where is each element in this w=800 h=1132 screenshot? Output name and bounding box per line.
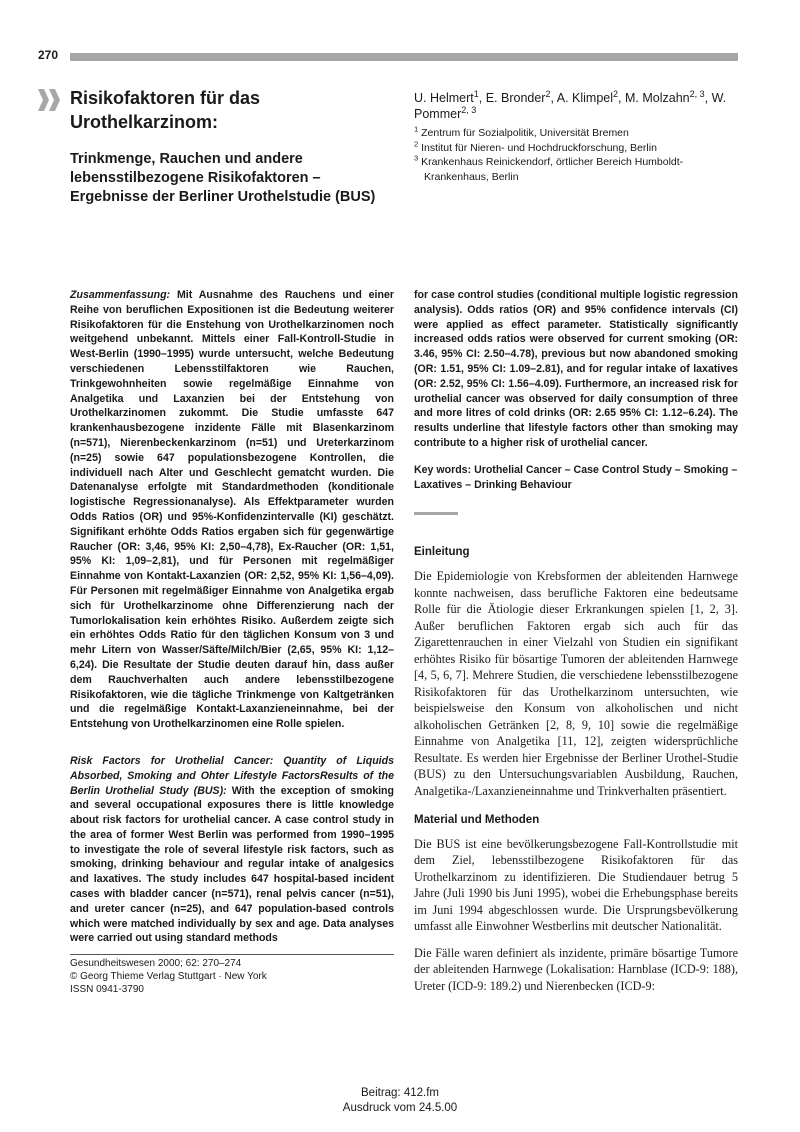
author: W. Pommer$^{2, 3}$: [414, 91, 727, 121]
heading-methoden: Material und Methoden: [414, 814, 540, 827]
affiliation: $^1$ Zentrum für Sozialpolitik, Universität Bremen: [414, 124, 629, 139]
paragraph-methoden-2: Die Fälle waren definiert als inzidente, primäre bösartige Tumore der ableitenden Harnwege (Lokalisation: Harnblase (ICD-9: 188), Ureter (ICD-9: 189.2) und Nierenbecken (ICD-9:: [414, 945, 738, 993]
author-list: [414, 90, 744, 122]
publisher: © Georg Thieme Verlag Stuttgart · New York: [70, 971, 267, 982]
affiliation-list: [414, 126, 744, 184]
author: E. Bronder$^2$,: [485, 88, 557, 105]
issn: ISSN 0941-3790: [70, 984, 144, 995]
page-number: 270: [38, 48, 59, 62]
keywords-text: Urothelial Cancer – Case Control Study – Smoking – Laxatives – Drinking Behaviour: [414, 463, 738, 491]
author: A. Klimpel$^2$,: [556, 88, 625, 105]
author: U. Helmert$^1$,: [414, 88, 486, 105]
citation-footer: [70, 957, 394, 996]
beitrag-info: Beitrag: 412.fm: [361, 1087, 439, 1099]
paragraph-einleitung: Die Epidemiologie von Krebsformen der ableitenden Harnwege konnte nachweisen, dass berufliche Faktoren eine bedeutsame Rolle für die Ätiologie dieser Erkrankungen spielen [1, 2, 3]. Außer beruflichen Faktoren ergab sich auch für das Zigarettenrauchen in einer Vielzahl von Studien ein signifikant erhöhtes Risiko für bösartige Tumoren der ableitenden Harnwege [4, 5, 6, 7]. Mehrere Studien, die verschiedene lebensstilbezogene Risikofaktoren für das Urothelkarzinom untersuchten, wie beispielsweise den Konsum von alkoholischen und nicht alkoholischen Getränken [2, 8, 9, 10] sowie die regelmäßige Einnahme von Analgetika [11, 12], zeigten widersprüchliche Resultate. Es werden hier Ergebnisse der Berliner Urothel-Studie (BUS) zu den Untersuchungsvariablen Ausbildung, Rauchen, Analgetika-/Laxanzieneinnahme und Trinkverhalten präsentiert.: [414, 569, 738, 798]
abstract-english: [70, 754, 394, 946]
abstract-german-text: Mit Ausnahme des Rauchens und einer Reihe von beruflichen Expositionen ist die Bedeutung weiterer Risikofaktoren für die Enstehung von Urothelkarzinomen noch weitgehend unbekannt. Mittels einer Fall-Kontroll-Studie in West-Berlin (1990–1995) wurde untersucht, welche Bedeutung verschiedenen Lebensstilfaktoren wie Rauchen, Trinkgewohnheiten sowie regelmäßige Einnahme von Analgetika und Laxanzien bei der Entstehung von Urothelkarzinomen zukommt. Die Studie umfasste 647 krankenhausbezogene inzidente Fälle mit Blasenkarzinom (n=571), Nierenbeckenkarzinom (n=51) und Ureterkarzinom (n=25) sowie 647 populationsbezogene Kontrollen, die individuell nach Alter und Geschlecht gematcht wurden. Die Datenanalyse erfolgte mit Standardmethoden (konditionale logistische Regressionanalyse). Als Effektparameter wurden Odds Ratios (OR) und 95%-Konfidenzintervalle (KI) geschätzt. Signifikant erhöhte Odds Ratios ergaben sich für gegenwärtige Raucher (OR: 3,46, 95% KI: 2,50–4,78), Ex-Raucher (OR: 1,51, 95% KI: 1,09–2,81), und für Personen mit regelmäßiger Einnahme von Kontakt-Laxanzien (OR: 2,52, 95% KI: 1,56–4,09). Für Personen mit regelmäßiger Einnahme von Analgetika ergab sich für Urothelkarzinome ohne Differenzierung nach der Tumorlokalisation kein erhöhtes Risiko. Außerdem zeigte sich ein erhöhtes Odds Ratio für den täglichen Konsum von 3 und mehr Litern von Wasser/Säfte/Milch/Bier (2,65, 95% KI: 1,12–6,24). Die Resultate der Studie deuten darauf hin, dass außer dem Rauchverhalten auch andere lebensstilbezogene Risikofaktoren, wie die tägliche Trinkmenge von Kaltgetränken und die regelmäßige Kontakt-Laxanzieneinnahme, bei der Entstehung von Urothelkarzinomen eine Rolle spielen.: [70, 289, 394, 731]
left-column: [70, 288, 394, 946]
article-subtitle: Trinkmenge, Rauchen und andere lebensstilbezogene Risikofaktoren – Ergebnisse der Berliner Urothelstudie (BUS): [70, 151, 376, 205]
author: M. Molzahn$^{2, 3}$,: [625, 88, 712, 105]
double-chevron-icon: [38, 89, 62, 111]
paragraph-methoden-1: Die BUS ist eine bevölkerungsbezogene Fall-Kontrollstudie mit dem Ziel, lebensstilbezogene Risikofaktoren für das Urothelkarzinom zu identifizieren. Die Studiendauer betrug 5 Jahre (Juli 1990 bis Juni 1995), wobei die Erhebungsphase bereits im Juni 1994 abgeschlossen wurde. Die Ursprungsbevölkerung umfasst alle Einwohner Westberlins mit deutscher Nationalität.: [414, 836, 738, 934]
ausdruck-info: Ausdruck vom 24.5.00: [342, 1102, 458, 1114]
abstract-english-continuation: for case control studies (conditional multiple logistic regression analysis). Odds ratios (OR) and 95% confidence intervals (CI) were applied as effect parameter. Statistically significantly increased odds ratios were observed for current smoking (OR: 3.46, 95% CI: 2.50–4.78), previous but now abandoned smoking (OR: 1.51, 95% CI: 1.09–2.81), and for regular intake of laxatives (OR: 2.52, 95% CI: 1.56–4.09). Furthermore, an increased risk for urothelial cancer was observed for daily consumption of three and more litres of cold drinks (OR: 2.65 95% CI: 1.12–6.24). The results underline that lifestyle factors other than smoking may contribute to a higher risk of urothelial cancer.: [414, 289, 738, 449]
affiliation: $^3$ Krankenhaus Reinickendorf, örtlicher Bereich Humboldt-Krankenhaus, Berlin: [414, 153, 684, 183]
affiliation: $^2$ Institut für Nieren- und Hochdruckforschung, Berlin: [414, 139, 657, 154]
journal-citation: Gesundheitswesen 2000; 62: 270–274: [70, 958, 242, 969]
right-column: [414, 288, 738, 994]
header-bar: [70, 53, 738, 61]
keywords: [414, 463, 738, 493]
section-divider: [414, 512, 458, 515]
footer-rule: [70, 954, 394, 955]
abstract-english-lead: Risk Factors for Urothelial Cancer: Quantity of Liquids Absorbed, Smoking and Ohter Lifestyle FactorsResults of the Berlin Urothelial Study (BUS):: [70, 754, 394, 797]
abstract-english-text: With the exception of smoking and several occupational exposures there is little knowledge about risk factors for urothelial cancer. A case control study in the area of former West Berlin was performed from 1990–1995 to investigate the role of several lifestyle risk factors, such as smoking, drinking behaviour and regular intake of analgesics and laxatives. The study includes 647 hospital-based incident cases with bladder cancer (n=571), renal pelvis cancer (n=51), and ureter cancer (n=25), and 647 population-based controls which were matched individually by sex and age. Data analyses were carried out using standard methods: [70, 784, 394, 945]
keywords-lead: Key words:: [414, 463, 472, 476]
abstract-german-lead: Zusammenfassung:: [70, 289, 171, 301]
print-info: [0, 1086, 800, 1116]
abstract-german: [70, 288, 394, 732]
heading-einleitung: Einleitung: [414, 546, 470, 559]
article-title: Risikofaktoren für das Urothelkarzinom:: [70, 88, 261, 132]
